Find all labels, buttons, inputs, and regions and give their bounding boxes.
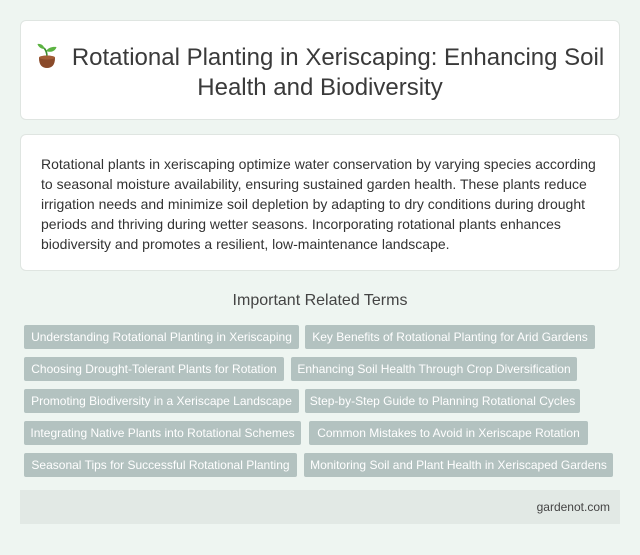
sprout-icon — [36, 43, 58, 69]
title-line-1: Rotational Planting in Xeriscaping: Enhancing Soil — [71, 44, 605, 71]
related-term-tag[interactable]: Understanding Rotational Planting in Xeriscaping — [24, 325, 299, 349]
page-title — [21, 43, 619, 103]
description-text: Rotational plants in xeriscaping optimize water conservation by varying species according to seasonal moisture availability, ensuring sustained garden health. These plants reduce irrigation needs and minimize soil depletion by adapting to dry conditions during drought periods and thriving during wetter seasons. Incorporating rotational plants enhances biodiversity and promotes a resilient, low-maintenance landscape. — [41, 156, 596, 252]
description-card — [20, 134, 620, 271]
title-card — [20, 20, 620, 120]
related-term-tag[interactable]: Integrating Native Plants into Rotational Schemes — [24, 421, 301, 445]
related-term-tag[interactable]: Seasonal Tips for Successful Rotational Planting — [24, 453, 297, 477]
title-line-2: Health and Biodiversity — [197, 74, 443, 101]
related-term-tag[interactable]: Step-by-Step Guide to Planning Rotational Cycles — [305, 389, 580, 413]
footer — [20, 490, 620, 524]
related-term-tag[interactable]: Enhancing Soil Health Through Crop Diversification — [291, 357, 577, 381]
related-term-tag[interactable]: Choosing Drought-Tolerant Plants for Rotation — [24, 357, 284, 381]
related-term-tag[interactable]: Common Mistakes to Avoid in Xeriscape Rotation — [309, 421, 588, 445]
related-term-tag[interactable]: Promoting Biodiversity in a Xeriscape Landscape — [24, 389, 299, 413]
related-term-tag[interactable]: Monitoring Soil and Plant Health in Xeriscaped Gardens — [304, 453, 613, 477]
related-terms-heading: Important Related Terms — [232, 292, 408, 309]
footer-site-link[interactable]: gardenot.com — [536, 500, 610, 514]
related-term-tag[interactable]: Key Benefits of Rotational Planting for Arid Gardens — [305, 325, 595, 349]
